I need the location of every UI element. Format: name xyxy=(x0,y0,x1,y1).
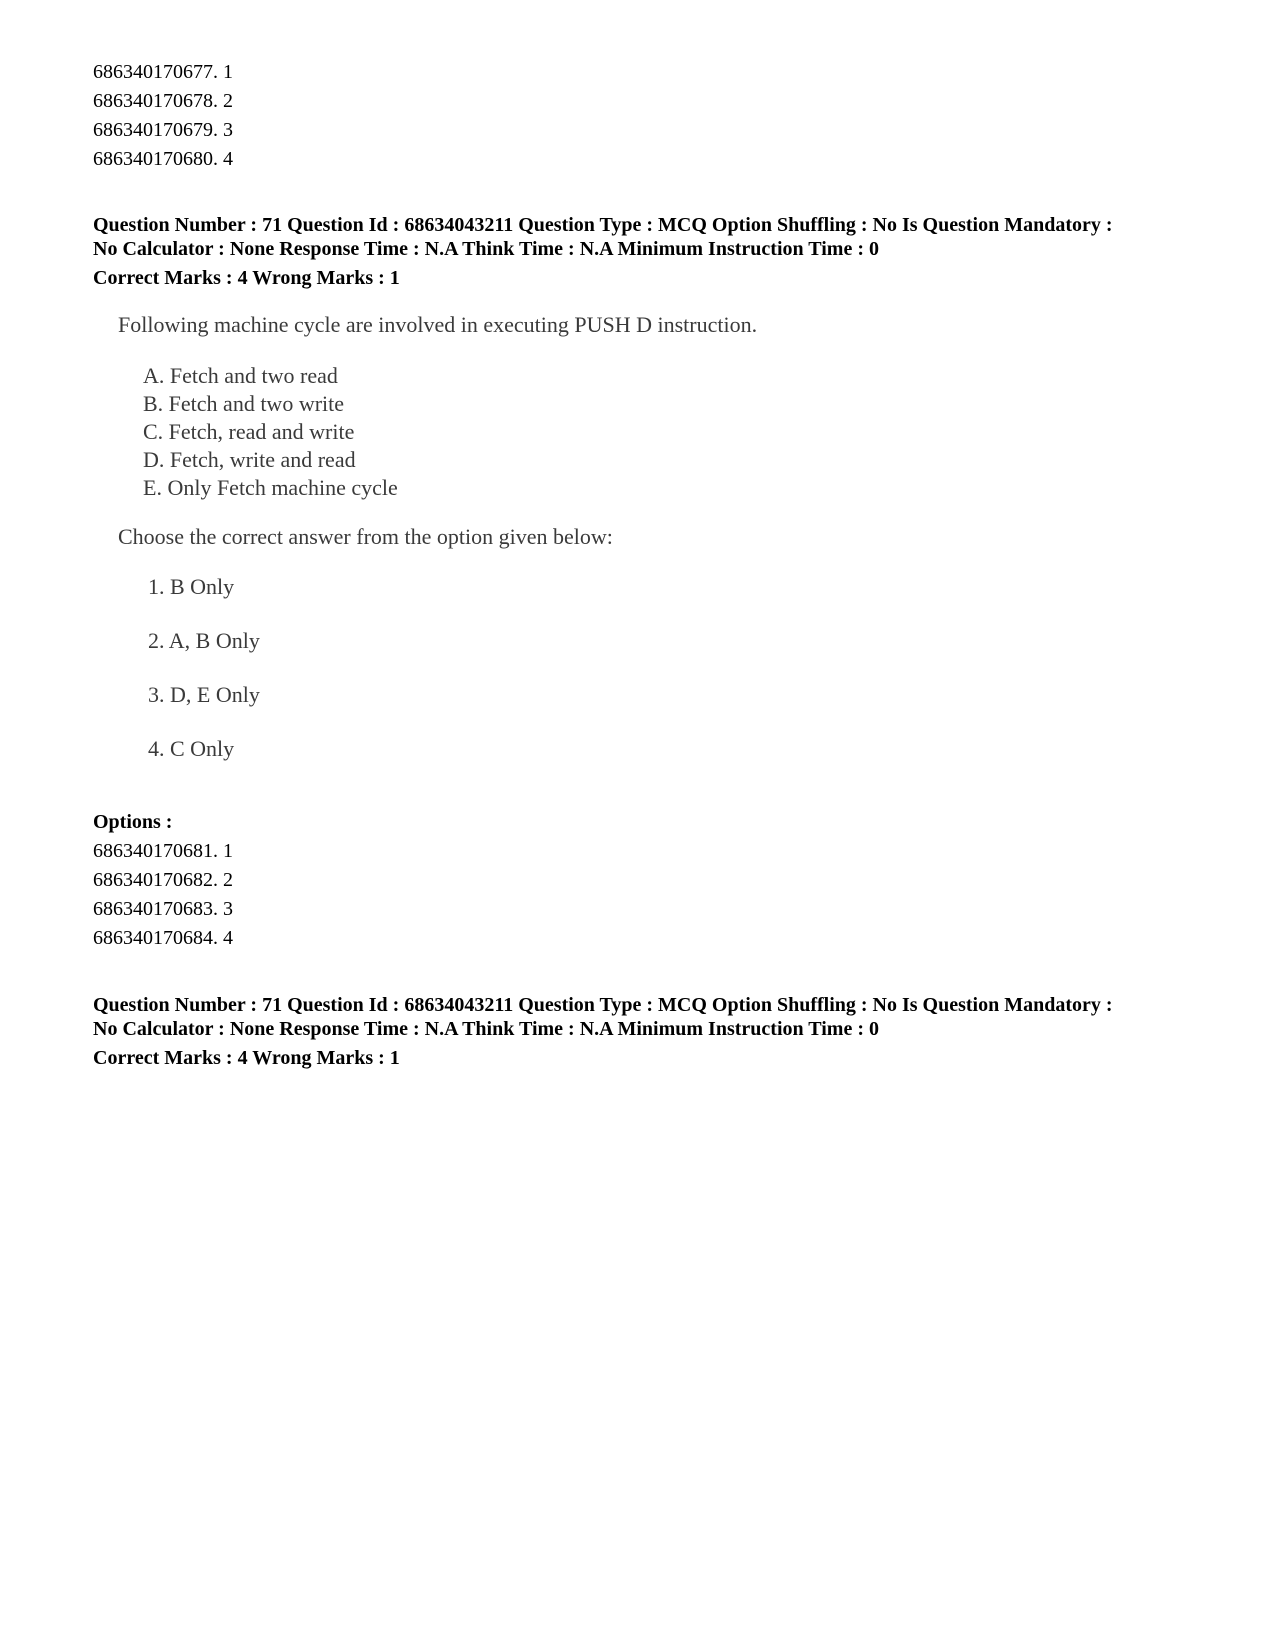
option-line: 686340170679. 3 xyxy=(93,119,233,141)
question-marks: Correct Marks : 4 Wrong Marks : 1 xyxy=(93,1047,400,1069)
answer-choice: 1. B Only xyxy=(148,574,235,599)
options-list xyxy=(93,808,233,953)
statement-item: B. Fetch and two write xyxy=(143,391,345,416)
option-line: 686340170678. 2 xyxy=(93,90,233,112)
statement-item: C. Fetch, read and write xyxy=(143,419,355,444)
statement-item: E. Only Fetch machine cycle xyxy=(143,475,398,500)
question-body xyxy=(118,310,858,788)
statement-item: A. Fetch and two read xyxy=(143,363,338,388)
question-meta-line-1: Question Number : 71 Question Id : 68634043211 Question Type : MCQ Option Shuffling : No Is Question Mandatory : xyxy=(93,214,1113,236)
answer-choice: 4. C Only xyxy=(148,736,235,761)
answer-choice: 2. A, B Only xyxy=(148,628,260,653)
answer-choice: 3. D, E Only xyxy=(148,682,260,707)
question-meta-line-2: No Calculator : None Response Time : N.A Think Time : N.A Minimum Instruction Time : 0 xyxy=(93,238,879,260)
option-line: 686340170683. 3 xyxy=(93,898,233,920)
option-line: 686340170681. 1 xyxy=(93,840,233,862)
next-question-meta xyxy=(93,993,1113,1070)
options-label: Options : xyxy=(93,811,173,833)
answer-choice-list xyxy=(148,572,858,764)
question-meta-line-1: Question Number : 71 Question Id : 68634043211 Question Type : MCQ Option Shuffling : No Is Question Mandatory : xyxy=(93,994,1113,1016)
previous-options-list xyxy=(93,58,233,174)
option-line: 686340170677. 1 xyxy=(93,61,233,83)
statement-list xyxy=(143,362,858,502)
question-stem: Following machine cycle are involved in executing PUSH D instruction. xyxy=(118,312,758,337)
choose-prompt: Choose the correct answer from the option given below: xyxy=(118,524,613,549)
option-line: 686340170680. 4 xyxy=(93,148,233,170)
question-marks: Correct Marks : 4 Wrong Marks : 1 xyxy=(93,267,400,289)
question-meta xyxy=(93,213,1113,290)
option-line: 686340170682. 2 xyxy=(93,869,233,891)
question-meta-line-2: No Calculator : None Response Time : N.A Think Time : N.A Minimum Instruction Time : 0 xyxy=(93,1018,879,1040)
statement-item: D. Fetch, write and read xyxy=(143,447,356,472)
option-line: 686340170684. 4 xyxy=(93,927,233,949)
